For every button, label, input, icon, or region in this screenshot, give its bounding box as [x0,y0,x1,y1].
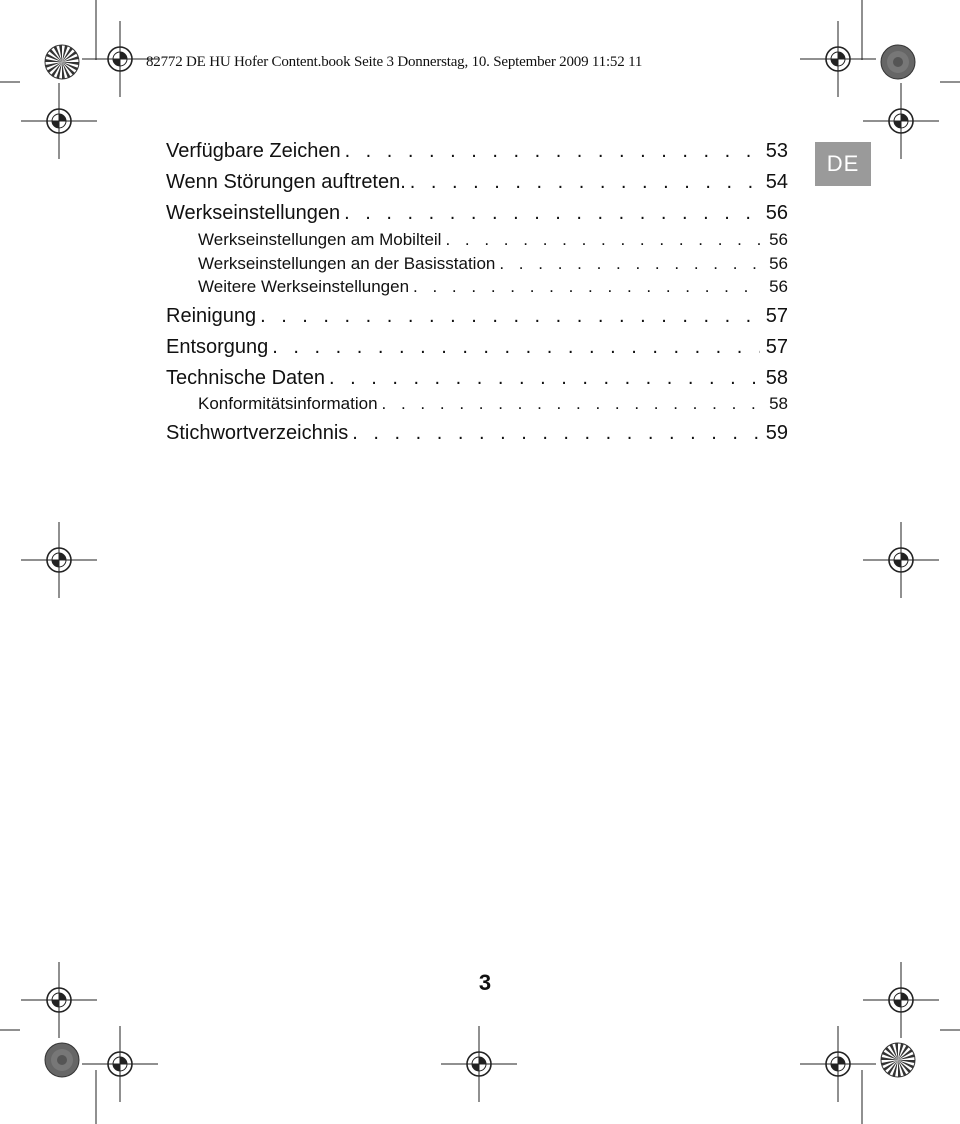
toc-dot-leader [499,254,763,274]
registration-target-icon [21,522,97,598]
toc-dot-leader [352,422,759,445]
toc-entry-page: 56 [765,202,788,224]
toc-entry-page: 57 [765,305,788,327]
toc-entry[interactable] [166,367,788,390]
toc-entry-page: 58 [765,367,788,389]
language-tab: DE [815,142,871,186]
toc-entry[interactable] [166,422,788,445]
registration-target-icon [21,83,97,159]
toc-entry-page: 58 [769,394,788,413]
toc-subentry[interactable] [166,394,788,414]
gray-density-patch-icon [45,1043,79,1077]
toc-entry-page: 56 [769,254,788,273]
toc-dot-leader [344,202,760,225]
toc-entry[interactable] [166,171,788,194]
toc-entry-title: Verfügbare Zeichen [166,140,341,162]
toc-entry-page: 59 [765,422,788,444]
toc-entry-title: Stichwortverzeichnis [166,422,349,444]
toc-entry-page: 56 [769,277,788,296]
toc-entry[interactable] [166,305,788,328]
registration-target-icon [863,522,939,598]
registration-target-icon [441,1026,517,1102]
toc-entry-title: Entsorgung [166,336,269,358]
toc-entry-title: Werkseinstellungen [166,202,341,224]
toc-entry-title: Technische Daten [166,367,325,389]
toc-entry-title: Weitere Werkseinstellungen [198,277,410,296]
print-header-slug: 82772 DE HU Hofer Content.book Seite 3 Donnerstag, 10. September 2009 11:52 11 [146,54,643,70]
toc-entry[interactable] [166,202,788,225]
toc-dot-leader [329,367,760,390]
toc-entry-title: Werkseinstellungen an der Basisstation [198,254,496,273]
registration-target-icon [82,1026,158,1102]
toc-dot-leader [345,140,760,163]
toc-entry-title: Wenn Störungen auftreten. [166,171,406,193]
toc-entry-page: 54 [765,171,788,193]
toc-subentry[interactable] [166,254,788,274]
toc-dot-leader [382,394,764,414]
toc-entry-page: 56 [769,230,788,249]
toc-entry[interactable] [166,140,788,163]
starburst-mark-icon [881,1043,915,1077]
toc-dot-leader [410,171,760,194]
gray-density-patch-icon [881,45,915,79]
toc-entry-page: 53 [765,140,788,162]
toc-dot-leader [272,336,759,359]
registration-target-icon [863,962,939,1038]
toc-entry[interactable] [166,336,788,359]
registration-target-icon [800,1026,876,1102]
toc-entry-title: Konformitätsinformation [198,394,378,413]
registration-target-icon [863,83,939,159]
registration-target-icon [800,21,876,97]
toc-dot-leader [260,305,760,328]
starburst-mark-icon [45,45,79,79]
toc-dot-leader [445,230,763,250]
toc-entry-title: Reinigung [166,305,257,327]
registration-target-icon [21,962,97,1038]
toc-entry-title: Werkseinstellungen am Mobilteil [198,230,442,249]
toc-subentry[interactable] [166,230,788,250]
toc-dot-leader [413,277,763,297]
page-number: 3 [478,970,492,995]
toc-entry-page: 57 [765,336,788,358]
toc-subentry[interactable] [166,277,788,297]
